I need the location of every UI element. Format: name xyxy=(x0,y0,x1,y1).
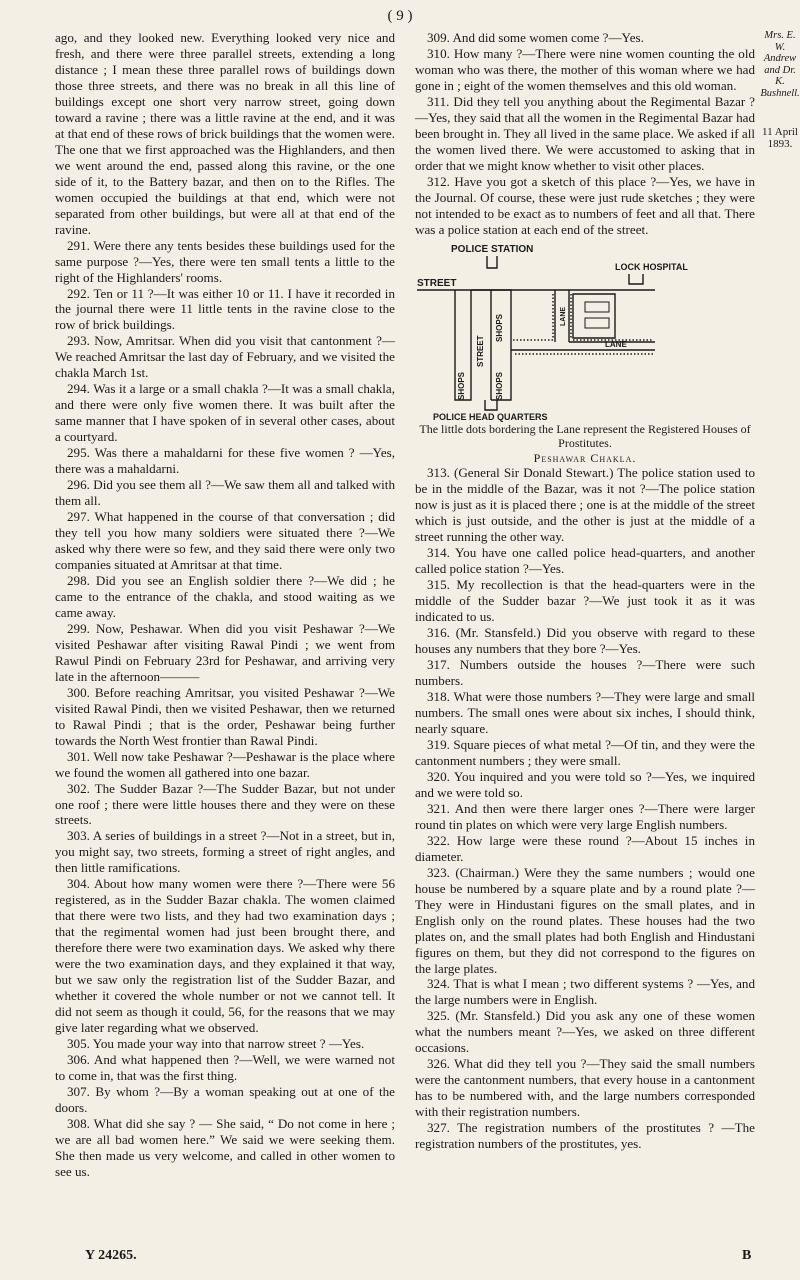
paragraph: 299. Now, Peshawar. When did you visit Peshawar ?—We visited Peshawar after visiting Rawal Pindi ; we went from Rawul Pindi on February 23rd for Peshawar, and arriving very late in the afternoon——— xyxy=(55,620,395,684)
houses-block xyxy=(573,294,615,338)
paragraph: 304. About how many women were there ?—There were 56 registered, as in the Sudder Bazar chakla. The women claimed that there were two lists, and they had two examination days ; that the regimental women had just been brought there, and therefore there were two examination days. We asked why there were the two examination days, and they explained it that way, but we saw only the registration list of the Sudder Bazar, and whether it covered the whole number or not we cannot tell. It did not seem as though it could, 56, for the reasons that we may give later regarding what we observed. xyxy=(55,876,395,1036)
paragraph: 305. You made your way into that narrow street ? —Yes. xyxy=(67,1036,365,1052)
label-lane-horizontal: LANE xyxy=(605,339,627,349)
margin-date: 11 April 1893. xyxy=(762,126,798,151)
label-street-top: STREET xyxy=(417,277,457,289)
plan-title: Peshawar Chakla. xyxy=(533,450,637,465)
paragraph: 318. What were those numbers ?—They were large and small numbers. The small ones were about six inches, I should think, nearly square. xyxy=(415,689,755,736)
label-lane-vertical: LANE xyxy=(560,306,567,326)
paragraph: 312. Have you got a sketch of this place ?—Yes, we have in the Journal. Of course, these were just rude sketches ; they were not intended to be exact as to numbers of feet and all that. There was a police station at each end of the street. xyxy=(415,173,755,237)
label-shops-a: SHOPS xyxy=(495,313,504,342)
label-shops-c: SHOPS xyxy=(495,371,504,400)
label-street-vertical: STREET xyxy=(476,335,485,367)
right-column xyxy=(415,30,755,1152)
margin-witness-names: Mrs. E. W. Andrew and Dr. K. Bushnell. xyxy=(760,30,800,99)
paragraph: 308. What did she say ? — She said, “ Do not come in here ; we are all bad women here.” We said we were seeking them. She then made us very welcome, and called in other women to see us. xyxy=(55,1115,395,1179)
paragraph: 300. Before reaching Amritsar, you visited Peshawar ?—We visited Rawal Pindi, then we visited Peshawar, then we returned to Rawal Pindi ; that is the order, Peshawar being further towards the North West frontier than Rawal Pindi. xyxy=(55,684,395,748)
paragraph: 297. What happened in the course of that conversation ; did they tell you how many soldiers were situated there ?—We asked why there were so few, and they said there were only two companies situated at Amritsar at that time. xyxy=(55,509,395,572)
label-lock-hospital: LOCK HOSPITAL xyxy=(615,261,688,272)
paragraph: 302. The Sudder Bazar ?—The Sudder Bazar, but not under one roof ; there were little houses there and they were on these streets. xyxy=(55,780,395,828)
paragraph: 315. My recollection is that the head-quarters were in the middle of the Sudder bazar ?—We just took it as it was indicated to us. xyxy=(415,577,755,625)
paragraph: 307. By whom ?—By a woman speaking out at one of the doors. xyxy=(55,1083,395,1115)
paragraph: 293. Now, Amritsar. When did you visit that cantonment ?—We reached Amritsar the last day of February, and we visited the chakla March 1st. xyxy=(55,333,395,381)
label-shops-b: SHOPS xyxy=(457,371,466,400)
paragraph: 324. That is what I mean ; two different systems ? —Yes, and the large numbers were in English. xyxy=(415,976,755,1008)
paragraph: 321. And then were there larger ones ?—There were larger round tin plates on which were very large English numbers. xyxy=(415,800,755,832)
paragraph: ago, and they looked new. Everything looked very nice and fresh, and there were three parallel streets, extending a long distance ; I mean these three parallel rows of buildings down those three streets, and there was no break in all this line of buildings except one short very narrow street, going down toward a ravine ; there was a little ravine at the end, and it was at that end of these rows of brick buildings that the women were. The one that we first approached was the Highlanders, and then we went around the end, passed along this ravine, or the one side of it, to the Battery bazar, and then on to the Rifles. The women occupied the buildings at that end, which were not separated from other buildings, but were all at that end of the ravine. xyxy=(55,30,395,237)
paragraph: 325. (Mr. Stansfeld.) Did you ask any one of these women what the numbers meant ?—Yes, we asked on three different occasions. xyxy=(415,1008,755,1056)
paragraph: 292. Ten or 11 ?—It was either 10 or 11. I have it recorded in the journal there were 11 little tents in the ravine close to the row of brick buildings. xyxy=(55,285,395,333)
paragraph: 319. Square pieces of what metal ?—Of tin, and they were the cantonment numbers ; they were small. xyxy=(415,736,755,768)
paragraph: 323. (Chairman.) Were they the same numbers ; would one house be numbered by a square plate and by a round plate ?—They were in Hindustani figures on the small plates, and in English only on the round plates. These houses had the two plates on, and the small plates had both English and Hindustani figures on them, but they did not correspond to the figures on the large plates. xyxy=(415,864,755,976)
paragraph: 310. How many ?—There were nine women counting the old woman who was there, the mother of this woman where we had gone in ; eight of the women themselves and this old woman. xyxy=(415,45,755,93)
paragraph: 291. Were there any tents besides these buildings used for the same purpose ?—Yes, there were ten small tents a little to the right of the Highlanders' rooms. xyxy=(55,237,395,285)
label-police-hq: POLICE HEAD QUARTERS xyxy=(433,411,548,422)
paragraph: 311. Did they tell you anything about the Regimental Bazar ?—Yes, they said that all the women in the Regimental Bazar had been brought in. They all lived in the same place. We asked if all the women lived there. We were accustomed to asking that in order that we might know whether to visit other places. xyxy=(415,93,755,173)
paragraph: 298. Did you see an English soldier there ?—We did ; he came to the entrance of the chakla, and stood waiting as we came away. xyxy=(55,572,395,620)
registered-houses-dots xyxy=(513,294,653,354)
paragraph: 326. What did they tell you ?—They said the small numbers were the cantonment numbers, that every house in a cantonment has to be numbered with, and the large numbers corresponded with their registration numbers. xyxy=(415,1056,755,1120)
left-column xyxy=(55,30,395,1180)
footer-signature-mark: Y 24265. xyxy=(85,1248,137,1263)
chakla-plan-diagram xyxy=(415,242,755,422)
paragraph: 294. Was it a large or a small chakla ?—It was a small chakla, and there were only five women there. It was built after the same manner that I have spoken of in several other cases, about a courtyard. xyxy=(55,381,395,445)
plan-caption: The little dots bordering the Lane represent the Registered Houses of Prostitutes. xyxy=(419,421,751,451)
paragraph: 314. You have one called police head-quarters, and another called police station ?—Yes. xyxy=(415,545,755,577)
police-hq-box xyxy=(485,400,497,410)
footer-sheet-mark: B xyxy=(742,1248,752,1263)
paragraph: 313. (General Sir Donald Stewart.) The police station used to be in the middle of the Bazar, was it not ?—The police station now is just as it is placed there ; one is at the middle of the street which is just outside, and the other is just at the middle of a street running the other way. xyxy=(415,465,755,545)
paragraph: 316. (Mr. Stansfeld.) Did you observe with regard to these houses any numbers that they bore ?—Yes. xyxy=(415,625,755,657)
page-number: ( 9 ) xyxy=(387,8,413,24)
police-station-box xyxy=(487,256,497,268)
paragraph: 303. A series of buildings in a street ?—Not in a street, but in, you might say, two streets, forming a street of right angles, and then little ramifications. xyxy=(55,828,395,876)
lock-hospital-box xyxy=(629,274,643,284)
paragraph: 296. Did you see them all ?—We saw them all and talked with them all. xyxy=(55,477,395,509)
paragraph: 309. And did some women come ?—Yes. xyxy=(427,30,644,45)
paragraph: 320. You inquired and you were told so ?—Yes, we inquired and we were told so. xyxy=(415,768,755,800)
paragraph: 301. Well now take Peshawar ?—Peshawar is the place where we found the women all gathered into one bazar. xyxy=(55,748,395,780)
label-police-station: POLICE STATION xyxy=(451,243,534,255)
paragraph: 327. The registration numbers of the prostitutes ? —The registration numbers of the prostitutes, yes. xyxy=(415,1120,755,1152)
paragraph: 295. Was there a mahaldarni for these five women ? —Yes, there was a mahaldarni. xyxy=(55,445,395,477)
paragraph: 306. And what happened then ?—Well, we were warned not to come in, that was the first thing. xyxy=(55,1052,395,1083)
paragraph: 322. How large were these round ?—About 15 inches in diameter. xyxy=(415,832,755,864)
paragraph: 317. Numbers outside the houses ?—There were such numbers. xyxy=(415,657,755,689)
